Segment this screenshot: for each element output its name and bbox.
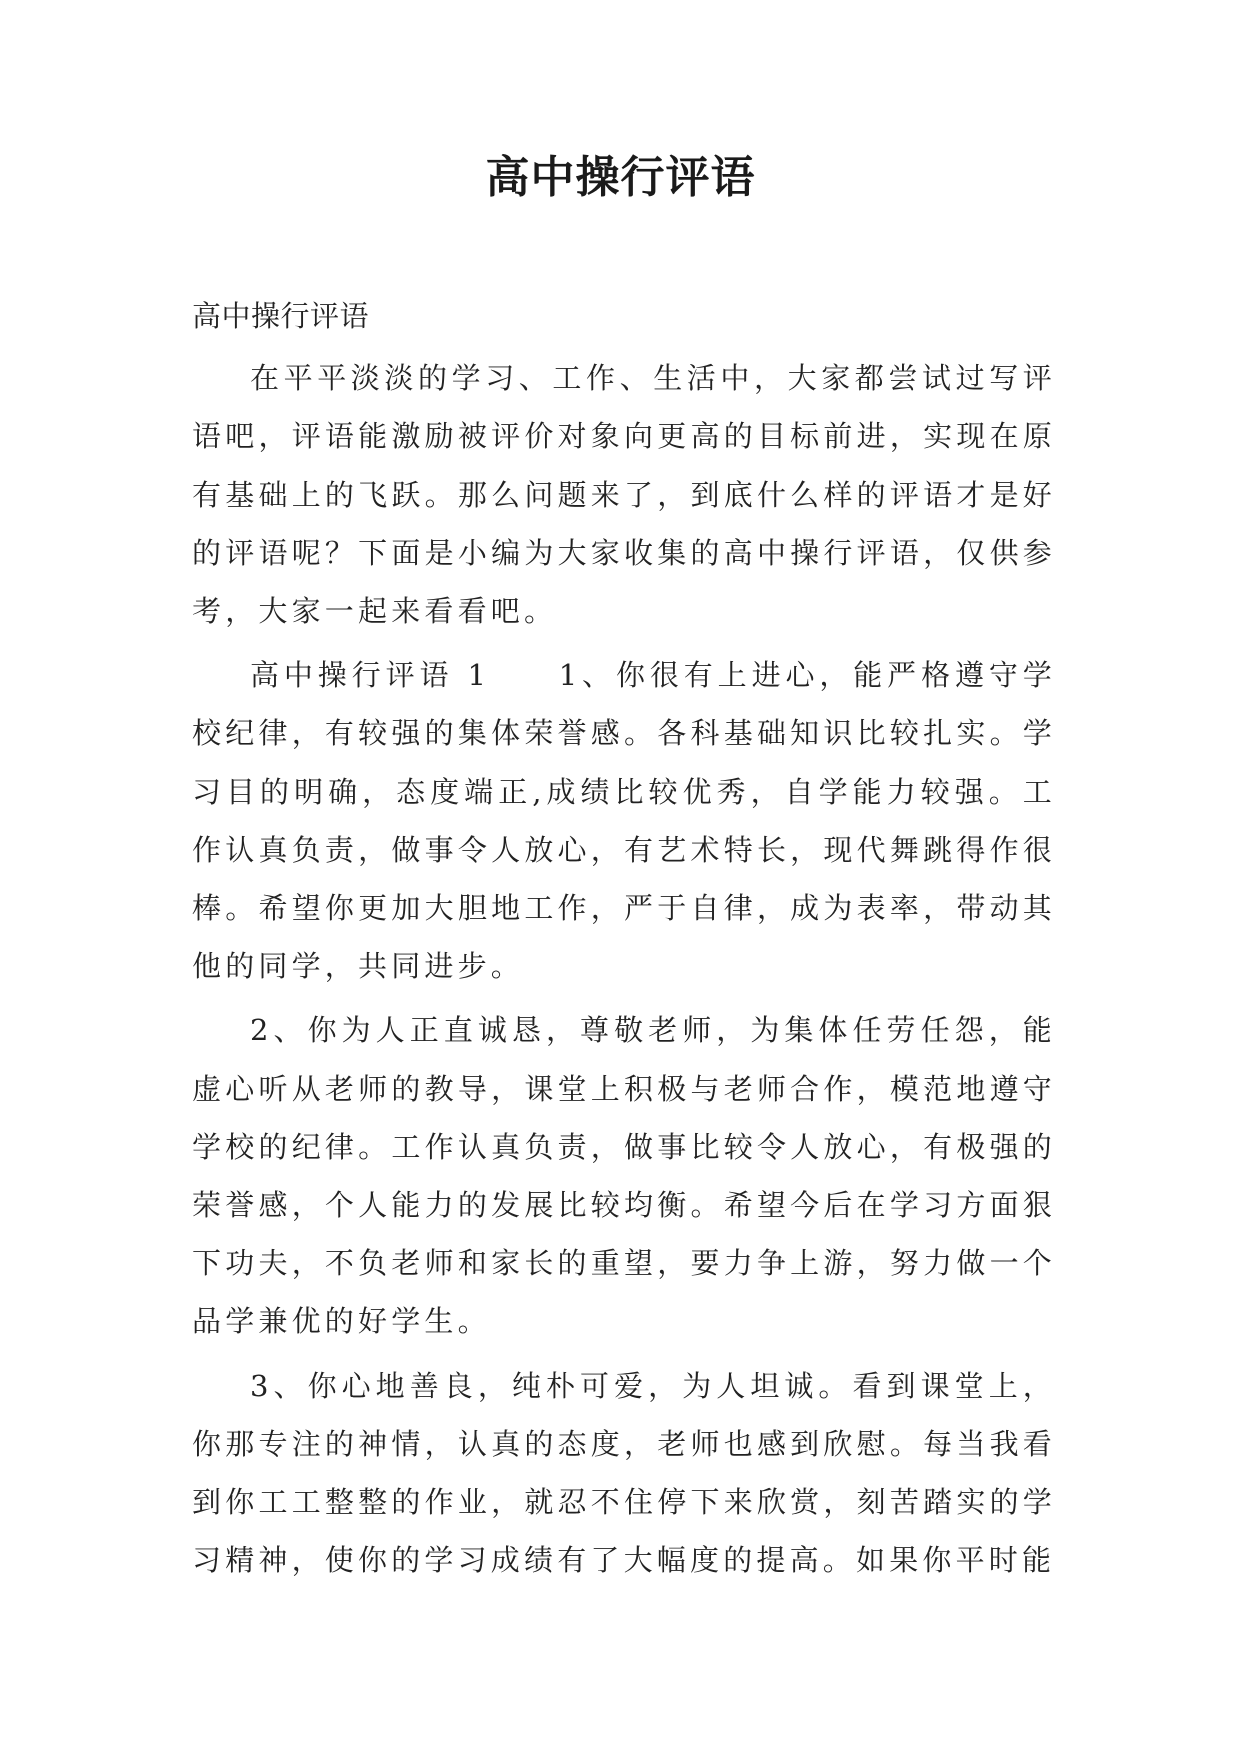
paragraph-comment-2: 2、你为人正直诚恳，尊敬老师，为集体任劳任怨，能虚心听从老师的教导，课堂上积极与老师合作，模范地遵守学校的纪律。工作认真负责，做事比较令人放心，有极强的荣誉感，个人能力的发展比较均衡。希望今后在学习方面狠下功夫，不负老师和家长的重望，要力争上游，努力做一个品学兼优的好学生。	[192, 1013, 1056, 1339]
document-title: 高中操行评语	[485, 152, 756, 203]
paragraph-comment-1: 高中操行评语 1 1、你很有上进心，能严格遵守学校纪律，有较强的集体荣誉感。各科基础知识比较扎实。学习目的明确，态度端正,成绩比较优秀，自学能力较强。工作认真负责，做事令人放心，有艺术特长，现代舞跳得作很棒。希望你更加大胆地工作，严于自律，成为表率，带动其他的同学，共同进步。	[192, 658, 1056, 984]
document-body	[192, 287, 1056, 1595]
paragraph-intro: 在平平淡淡的学习、工作、生活中，大家都尝试过写评语吧，评语能激励被评价对象向更高的目标前进，实现在原有基础上的飞跃。那么问题来了，到底什么样的评语才是好的评语呢？下面是小编为大家收集的高中操行评语，仅供参考，大家一起来看看吧。	[192, 361, 1056, 629]
paragraph-comment-3: 3、你心地善良，纯朴可爱，为人坦诚。看到课堂上，你那专注的神情，认真的态度，老师也感到欣慰。每当我看到你工工整整的作业，就忍不住停下来欣赏，刻苦踏实的学习精神，使你的学习成绩有了大幅度的提高。如果你平时能	[192, 1368, 1056, 1578]
document-subheading: 高中操行评语	[192, 299, 370, 333]
